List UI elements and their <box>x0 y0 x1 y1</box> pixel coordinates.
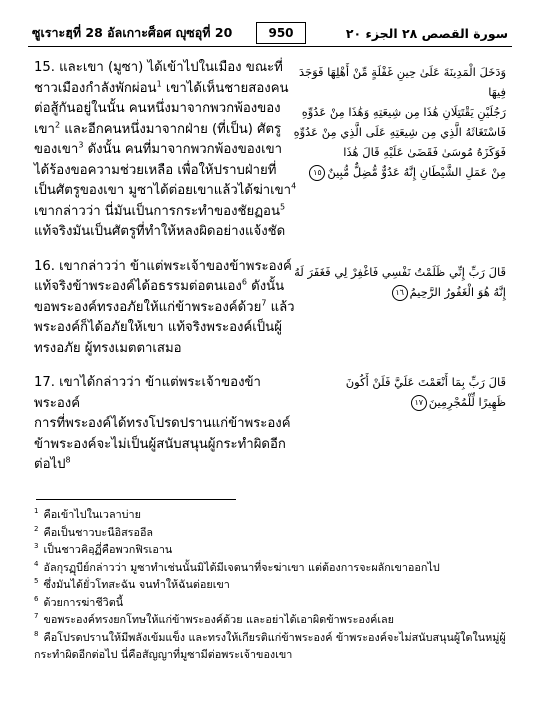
arabic-text: فَاسْتَغَاثَهُ الَّذِي مِن شِيعَتِهِ عَلَى الَّذِي مِنْ عَدُوِّهِ <box>293 125 506 139</box>
line-text-continued: เขาได้เห็นชายสองคน <box>161 80 289 96</box>
footnote-6 <box>34 594 512 612</box>
verse-17-arabic <box>292 372 506 412</box>
verse-15-translation <box>34 58 298 243</box>
line-text: 17. เขาได้กล่าวว่า ข้าแต่พระเจ้าของข้าพระองค์ <box>34 375 261 411</box>
translation-line <box>34 414 298 435</box>
footnote-number: 4 <box>34 559 39 568</box>
footnote-marker: 4 <box>291 181 297 191</box>
translation-line <box>34 202 298 223</box>
translation-line <box>34 79 298 100</box>
arabic-line <box>292 392 506 412</box>
translation-line <box>34 58 298 79</box>
line-text: เขากล่าวว่า นี่มันเป็นการกระทำของชัยฏอน <box>34 203 280 219</box>
page-header <box>28 22 512 44</box>
footnote-text: อัลกุรฏุบีย์กล่าวว่า มูซาทำเช่นนั้นมิได้มีเจตนาที่จะฆ่าเขา แต่ต้องการจะผลักเขาออกไป <box>43 560 440 574</box>
verse-17-translation <box>34 373 298 476</box>
line-text-continued: ดังนั้น คนที่มาจากพวกพ้องของเขา <box>83 142 283 157</box>
translation-line <box>34 222 298 243</box>
arabic-text: ظَهِيرًا لِّلْمُجْرِمِينَ <box>428 395 506 409</box>
footnote-marker: 3 <box>78 140 84 150</box>
footnote-text: คือเข้าไปในเวลาบ่าย <box>43 508 141 521</box>
translation-line <box>34 120 298 141</box>
line-text: 15. และเขา (มูซา) ได้เข้าไปในเมือง ขณะที่ <box>34 60 283 75</box>
line-text-continued: แล้ว <box>266 299 295 315</box>
line-text-continued: ดังนั้น <box>246 279 285 294</box>
line-text: ขอพระองค์ทรงอภัยให้แก่ข้าพระองค์ด้วย <box>34 299 262 315</box>
line-text: ข้าพระองค์จะไม่เป็นผู้สนับสนุนผู้กระทำผิดอีก <box>34 436 286 452</box>
line-text: พระองค์ก็ได้อภัยให้เขา แท้จริงพระองค์เป็นผู้ <box>34 320 282 335</box>
line-text: ต่อไป <box>34 457 66 472</box>
footnote-number: 5 <box>34 577 39 586</box>
arabic-text: مِنْ عَمَلِ الشَّيْطَانِ إِنَّهُ عَدُوٌّ مُّضِلٌّ مُّبِينٌ <box>327 165 506 179</box>
verse-number-marker: ١٦ <box>392 285 408 301</box>
footnotes <box>34 506 512 664</box>
line-text: การที่พระองค์ได้ทรงโปรดปรานแก่ข้าพระองค์ <box>34 416 291 431</box>
footnote-marker: 1 <box>156 79 162 89</box>
footnote-marker: 8 <box>65 455 71 465</box>
line-text-continued: และอีกคนหนึ่งมาจากฝ่าย (ที่เป็น) ศัตรู <box>60 121 282 137</box>
verse-15-arabic <box>292 62 506 182</box>
line-text: ได้ร้องขอความช่วยเหลือ เพื่อให้ปราบฝ่ายที่ <box>34 162 277 178</box>
arabic-text: قَالَ رَبِّ إِنِّي ظَلَمْتُ نَفْسِي فَاغْفِرْ لِي فَغَفَرَ لَهُ <box>294 265 506 279</box>
footnote-1 <box>34 506 512 524</box>
footnote-divider <box>36 499 236 500</box>
translation-line <box>34 277 298 298</box>
verse-number-marker: ١٥ <box>309 165 325 181</box>
line-text: 16. เขากล่าวว่า ข้าแต่พระเจ้าของข้าพระองค์ <box>34 258 292 274</box>
line-text: แท้จริงข้าพระองค์ได้อธรรมต่อตนเอง <box>34 279 242 294</box>
header-surah-arabic: سورة القصص ٢٨ الجزء ٢٠ <box>345 25 508 41</box>
footnote-text: เป็นชาวคิอฺฏี่คือพวกฟิรเอาน <box>43 543 173 556</box>
line-text: ต่อสู้กันอยู่ในนั้น คนหนึ่งมาจากพวกพ้องของ <box>34 101 281 116</box>
line-text: ของเขา <box>34 142 79 157</box>
line-text: แท้จริงมันเป็นศัตรูที่ทำให้หลงผิดอย่างแจ้งชัด <box>34 224 286 239</box>
verse-16-translation <box>34 257 298 360</box>
translation-line <box>34 455 298 476</box>
translation-line <box>34 339 298 360</box>
footnote-3 <box>34 541 512 559</box>
translation-line <box>34 318 298 339</box>
footnote-number: 8 <box>34 629 39 638</box>
footnote-5 <box>34 576 512 594</box>
footnote-text: ด้วยการฆ่าชีวิตนี้ <box>43 595 124 609</box>
footnote-4 <box>34 559 512 577</box>
footnote-text: คือเป็นชาวบะนีอิสรออีล <box>43 525 154 539</box>
footnote-2 <box>34 524 512 542</box>
footnote-number: 6 <box>34 594 39 603</box>
verse-16-arabic <box>292 262 506 302</box>
translation-line <box>34 373 298 414</box>
arabic-line <box>292 102 506 122</box>
footnote-7 <box>34 611 512 629</box>
header-divider <box>28 46 512 47</box>
line-text: ชาวเมืองกำลังพักผ่อน <box>34 80 157 96</box>
arabic-text: إِنَّهُ هُوَ الْغَفُورُ الرَّحِيمُ <box>409 285 506 299</box>
line-text: ทรงอภัย ผู้ทรงเมตตาเสมอ <box>34 340 182 356</box>
arabic-text: وَدَخَلَ الْمَدِينَةَ عَلَىٰ حِينِ غَفْلَةٍ مِّنْ أَهْلِهَا فَوَجَدَ فِيهَا <box>298 65 506 99</box>
page-number: 950 <box>256 22 306 44</box>
footnote-number: 1 <box>34 507 39 516</box>
header-surah-thai: ซูเราะฮฺที่ 28 อัลเกาะศ็อศ ญุซอุที่ 20 <box>32 25 233 40</box>
footnote-marker: 6 <box>241 277 247 287</box>
arabic-text: فَوَكَزَهُ مُوسَىٰ فَقَضَىٰ عَلَيْهِ قَالَ هَٰذَا <box>343 145 506 159</box>
arabic-line <box>292 282 506 302</box>
translation-line <box>34 298 298 319</box>
footnote-text: ซึ่งมันได้ยั่วโทสะฉัน จนทำให้ฉันต่อยเขา <box>43 578 230 591</box>
arabic-line <box>292 372 506 392</box>
arabic-line <box>292 122 506 142</box>
arabic-line <box>292 142 506 162</box>
arabic-line <box>292 62 506 102</box>
translation-line <box>34 257 298 278</box>
footnote-number: 2 <box>34 524 39 533</box>
translation-line <box>34 161 298 182</box>
footnote-marker: 2 <box>54 120 61 130</box>
verse-number-marker: ١٧ <box>411 395 427 411</box>
footnote-marker: 5 <box>279 202 286 212</box>
footnote-marker: 7 <box>261 298 267 308</box>
footnote-text: คือโปรดปรานให้มีพลังเข้มแข็ง และทรงให้เกียรติแก่ข้าพระองค์ ข้าพระองค์จะไม่สนับสนุนผู้ใดในหมู่ผู้กระทำผิดอีกต่อไป นี่คือสัญญาที่มูซามีต่อพระเจ้าของเขา <box>34 630 506 661</box>
footnote-text: ขอพระองค์ทรงยกโทษให้แก่ข้าพระองค์ด้วย และอย่าได้เอาผิดข้าพระองค์เลย <box>43 613 395 626</box>
arabic-text: قَالَ رَبِّ بِمَا أَنْعَمْتَ عَلَيَّ فَلَنْ أَكُونَ <box>345 375 506 389</box>
arabic-line <box>292 162 506 182</box>
line-text: เป็นศัตรูของเขา มูซาได้ต่อยเขาแล้วได้ฆ่าเขา <box>34 183 292 198</box>
translation-line <box>34 435 298 456</box>
footnote-number: 3 <box>34 542 39 551</box>
arabic-line <box>292 262 506 282</box>
footnote-number: 7 <box>34 612 39 621</box>
arabic-text: رَجُلَيْنِ يَقْتَتِلَانِ هَٰذَا مِن شِيعَتِهِ وَهَٰذَا مِنْ عَدُوِّهِ <box>301 105 506 119</box>
translation-column <box>34 58 298 490</box>
line-text: เขา <box>34 121 55 137</box>
footnote-8 <box>34 629 512 664</box>
translation-line <box>34 140 298 161</box>
translation-line <box>34 99 298 120</box>
translation-line <box>34 181 298 202</box>
